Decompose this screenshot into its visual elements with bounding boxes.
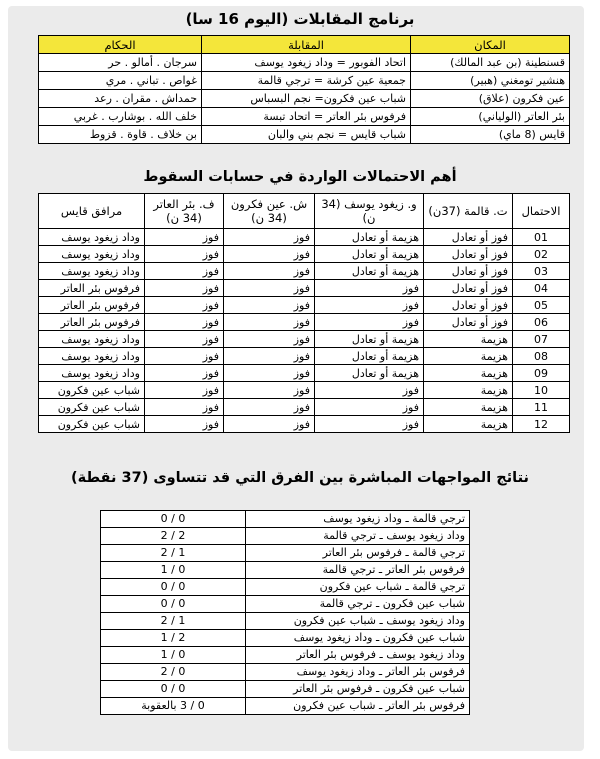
table-cell: 0 / 0 [101,579,246,596]
table-cell: هزيمة أو تعادل [315,348,424,365]
table-cell: فوز [145,416,224,433]
table-cell: 04 [513,280,570,297]
table-cell: 1 / 2 [101,613,246,630]
possibilities-title: أهم الاحتمالات الواردة في حسابات السقوط [143,169,457,185]
header-companion: مرافق قايس [39,194,145,229]
table-cell: شباب قايس = نجم بني والبان [202,126,411,144]
table-cell: قايس (8 ماي) [411,126,570,144]
table-row [39,382,570,399]
table-row [101,630,470,647]
table-cell: 0 / 1 [101,562,246,579]
table-cell: فوز [224,297,315,314]
table-cell: فرفوس بئر العاتر [39,297,145,314]
table-cell: 02 [513,246,570,263]
table-row [39,399,570,416]
table-cell: فوز [315,399,424,416]
table-cell: فوز [145,263,224,280]
table-cell: هزيمة [424,331,513,348]
table-cell: 2 / 2 [101,528,246,545]
table-row [39,108,570,126]
table-cell: هنشير تومغني (هبير) [411,72,570,90]
table-cell: وداد زيغود يوسف ـ فرفوس بئر العاتر [246,647,470,664]
table-cell: فوز [224,365,315,382]
table-cell: 11 [513,399,570,416]
table-cell: ترجي قالمة ـ وداد زيغود يوسف [246,511,470,528]
table-row [101,613,470,630]
table-cell: فوز [145,229,224,246]
table-cell: عين فكرون (علاق) [411,90,570,108]
table-cell: جمعية عين كرشة = ترجي قالمة [202,72,411,90]
header-ainfakroun: ش. عين فكرون (34 ن) [224,194,315,229]
table-cell: شباب عين فكرون [39,382,145,399]
table-cell: هزيمة [424,382,513,399]
table-cell: 10 [513,382,570,399]
table-cell: هزيمة أو تعادل [315,229,424,246]
table-cell: فوز [224,416,315,433]
table-cell: فوز [145,348,224,365]
table-cell: وداد زيغود يوسف [39,365,145,382]
table-cell: فوز أو تعادل [424,229,513,246]
table-cell: فرفوس بئر العاتر [39,314,145,331]
table-row [39,126,570,144]
table-cell: فوز [224,263,315,280]
table-cell: ترجي قالمة ـ فرفوس بئر العاتر [246,545,470,562]
table-cell: فرفوس بئر العاتر ـ شباب عين فكرون [246,698,470,715]
table-row [101,698,470,715]
table-cell: فوز [224,331,315,348]
table-cell: فوز [224,348,315,365]
table-row [39,72,570,90]
table-cell: فوز [315,297,424,314]
table-cell: 0 / 0 [101,511,246,528]
table-cell: فوز [145,246,224,263]
table-cell: شباب عين فكرون [39,399,145,416]
table-cell: فوز أو تعادل [424,263,513,280]
table-row [39,416,570,433]
table-cell: فوز [145,297,224,314]
table-cell: خلف الله . بوشارب . غربي [39,108,202,126]
header-match: المقابلة [202,36,411,54]
table-cell: 08 [513,348,570,365]
table-cell: بئر العاتر (الولياني) [411,108,570,126]
header-venue: المكان [411,36,570,54]
table-cell: فوز [145,399,224,416]
table-cell: وداد زيغود يوسف [39,229,145,246]
table-cell: وداد زيغود يوسف [39,263,145,280]
table-row [39,229,570,246]
table-cell: شباب عين فكرون= نجم البسباس [202,90,411,108]
table-cell: فوز [315,280,424,297]
table-cell: فوز أو تعادل [424,314,513,331]
table-row [39,54,570,72]
table-cell: هزيمة [424,365,513,382]
table-cell: هزيمة [424,399,513,416]
header-referees: الحكام [39,36,202,54]
table-cell: شباب عين فكرون ـ ترجي قالمة [246,596,470,613]
table-row [39,314,570,331]
headtohead-title: نتائج المواجهات المباشرة بين الفرق التي قد تتساوى (37 نقطة) [71,470,529,486]
table-cell: سرجان . أمالو . حر [39,54,202,72]
table-cell: فوز [145,382,224,399]
table-cell: فوز [145,331,224,348]
table-cell: 07 [513,331,570,348]
table-cell: فوز [145,314,224,331]
table-cell: 0 / 0 [101,596,246,613]
table-row [39,90,570,108]
header-possibility: الاحتمال [513,194,570,229]
table-cell: فوز [224,280,315,297]
table-cell: 05 [513,297,570,314]
table-row [101,681,470,698]
table-row [39,331,570,348]
table-row [39,348,570,365]
table-row [101,528,470,545]
table-cell: فوز [315,382,424,399]
table-cell: حمداش . مقران . رعد [39,90,202,108]
table-cell: فوز [224,382,315,399]
table-row [39,365,570,382]
header-bir: ف. بئر العاتر (34 ن) [145,194,224,229]
table-cell: هزيمة [424,348,513,365]
table-cell: فوز [315,314,424,331]
table-cell: ترجي قالمة ـ شباب عين فكرون [246,579,470,596]
table-cell: هزيمة أو تعادل [315,331,424,348]
table-cell: فوز أو تعادل [424,280,513,297]
table-row [39,297,570,314]
possibilities-table [38,193,570,433]
table-cell: غواص . تباني . مري [39,72,202,90]
table-cell: وداد زيغود يوسف [39,246,145,263]
table-cell: فرفوس بئر العاتر [39,280,145,297]
table-row [39,246,570,263]
table-row [39,263,570,280]
headtohead-table [100,510,470,715]
table-cell: وداد زيغود يوسف [39,331,145,348]
table-row [101,562,470,579]
table-cell: 0 / 2 [101,664,246,681]
table-cell: اتحاد الفوبور = وداد زيغود يوسف [202,54,411,72]
table-cell: فوز [224,399,315,416]
table-cell: 09 [513,365,570,382]
table-cell: فوز [224,246,315,263]
table-cell: 12 [513,416,570,433]
table-row [101,647,470,664]
table-row [101,596,470,613]
table-cell: هزيمة أو تعادل [315,246,424,263]
table-cell: قسنطينة (بن عبد المالك) [411,54,570,72]
table-cell: هزيمة أو تعادل [315,263,424,280]
table-cell: 03 [513,263,570,280]
table-cell: 01 [513,229,570,246]
table-cell: فوز [315,416,424,433]
table-cell: بن خلاف . قاوة . قزوط [39,126,202,144]
header-zighoud: و. زيغود يوسف (34 ن) [315,194,424,229]
table-row [101,664,470,681]
table-cell: فوز [145,280,224,297]
table-row [39,280,570,297]
table-row [101,511,470,528]
table-cell: فوز أو تعادل [424,297,513,314]
table-cell: 06 [513,314,570,331]
table-cell: هزيمة أو تعادل [315,365,424,382]
table-cell: فرفوس بئر العاتر ـ وداد زيغود يوسف [246,664,470,681]
table-cell: فوز [224,314,315,331]
table-cell: 0 / 1 [101,647,246,664]
table-cell: 2 / 1 [101,630,246,647]
table-row [101,545,470,562]
table-cell: فرفوس بئر العاتر ـ ترجي قالمة [246,562,470,579]
schedule-title: برنامج المقابلات (اليوم 16 سا) [185,10,415,28]
table-cell: 1 / 2 [101,545,246,562]
table-cell: شباب عين فكرون ـ فرفوس بئر العاتر [246,681,470,698]
table-cell: 0 / 0 [101,681,246,698]
table-cell: 0 / 3 بالعقوبة [101,698,246,715]
table-cell: فرفوس بئر العاتر = اتحاد تبسة [202,108,411,126]
table-cell: وداد زيغود يوسف ـ شباب عين فكرون [246,613,470,630]
schedule-table [38,35,570,144]
table-cell: فوز [224,229,315,246]
table-cell: هزيمة [424,416,513,433]
table-cell: شباب عين فكرون [39,416,145,433]
table-row [101,579,470,596]
table-cell: وداد زيغود يوسف [39,348,145,365]
table-cell: شباب عين فكرون ـ وداد زيغود يوسف [246,630,470,647]
table-cell: فوز [145,365,224,382]
table-cell: فوز أو تعادل [424,246,513,263]
table-cell: وداد زيغود يوسف ـ ترجي قالمة [246,528,470,545]
header-guelma: ت. قالمة (37ن) [424,194,513,229]
